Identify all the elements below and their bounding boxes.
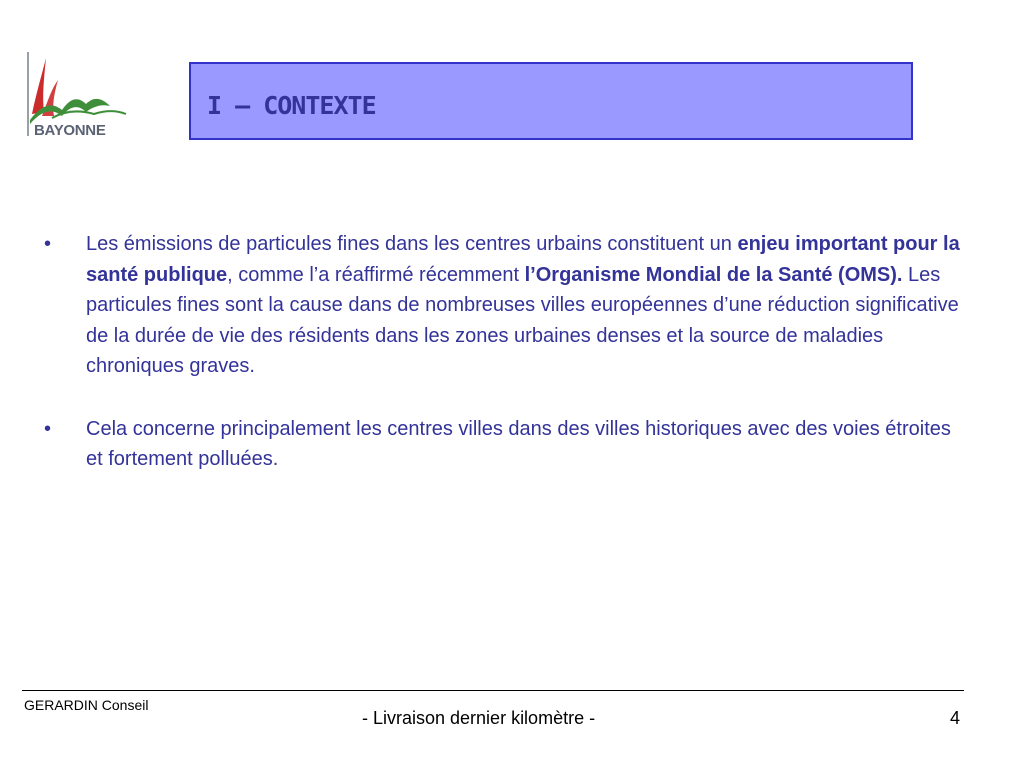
bullet-item — [44, 229, 964, 382]
bullet-list — [44, 229, 964, 475]
bullet-bold-segment: l’Organisme Mondial de la Santé (OMS). — [524, 263, 903, 286]
bullet-item — [44, 414, 964, 475]
title-box — [189, 62, 913, 140]
logo-text: BAYONNE — [34, 122, 106, 139]
footer-divider — [22, 690, 964, 691]
bullet-marker: • — [44, 233, 52, 255]
bullet-bold-segment: enjeu important pour la santé publique — [86, 233, 960, 286]
page-number: 4 — [950, 708, 961, 728]
bullet-text-segment: , comme l’a réaffirmé récemment — [227, 263, 525, 286]
footer-company: GERARDIN Conseil — [24, 697, 149, 713]
footer-subtitle: - Livraison dernier kilomètre - — [362, 708, 596, 728]
bayonne-logo — [22, 44, 142, 144]
bullet-marker: • — [44, 417, 52, 440]
bullet-text-segment: Les émissions de particules fines dans les centres urbains constituent un — [86, 233, 738, 255]
page-title: I – CONTEXTE — [207, 91, 376, 120]
bullet-text-segment: Les particules fines sont la cause dans de nombreuses villes européennes d’une réduction significative de la durée de vie des résidents dans les zones urbaines denses et la source de maladies chroniques graves. — [86, 263, 959, 377]
bullet-text-segment: Cela concerne principalement les centres villes dans des villes historiques avec des voies étroites et fortement polluées. — [86, 417, 951, 470]
